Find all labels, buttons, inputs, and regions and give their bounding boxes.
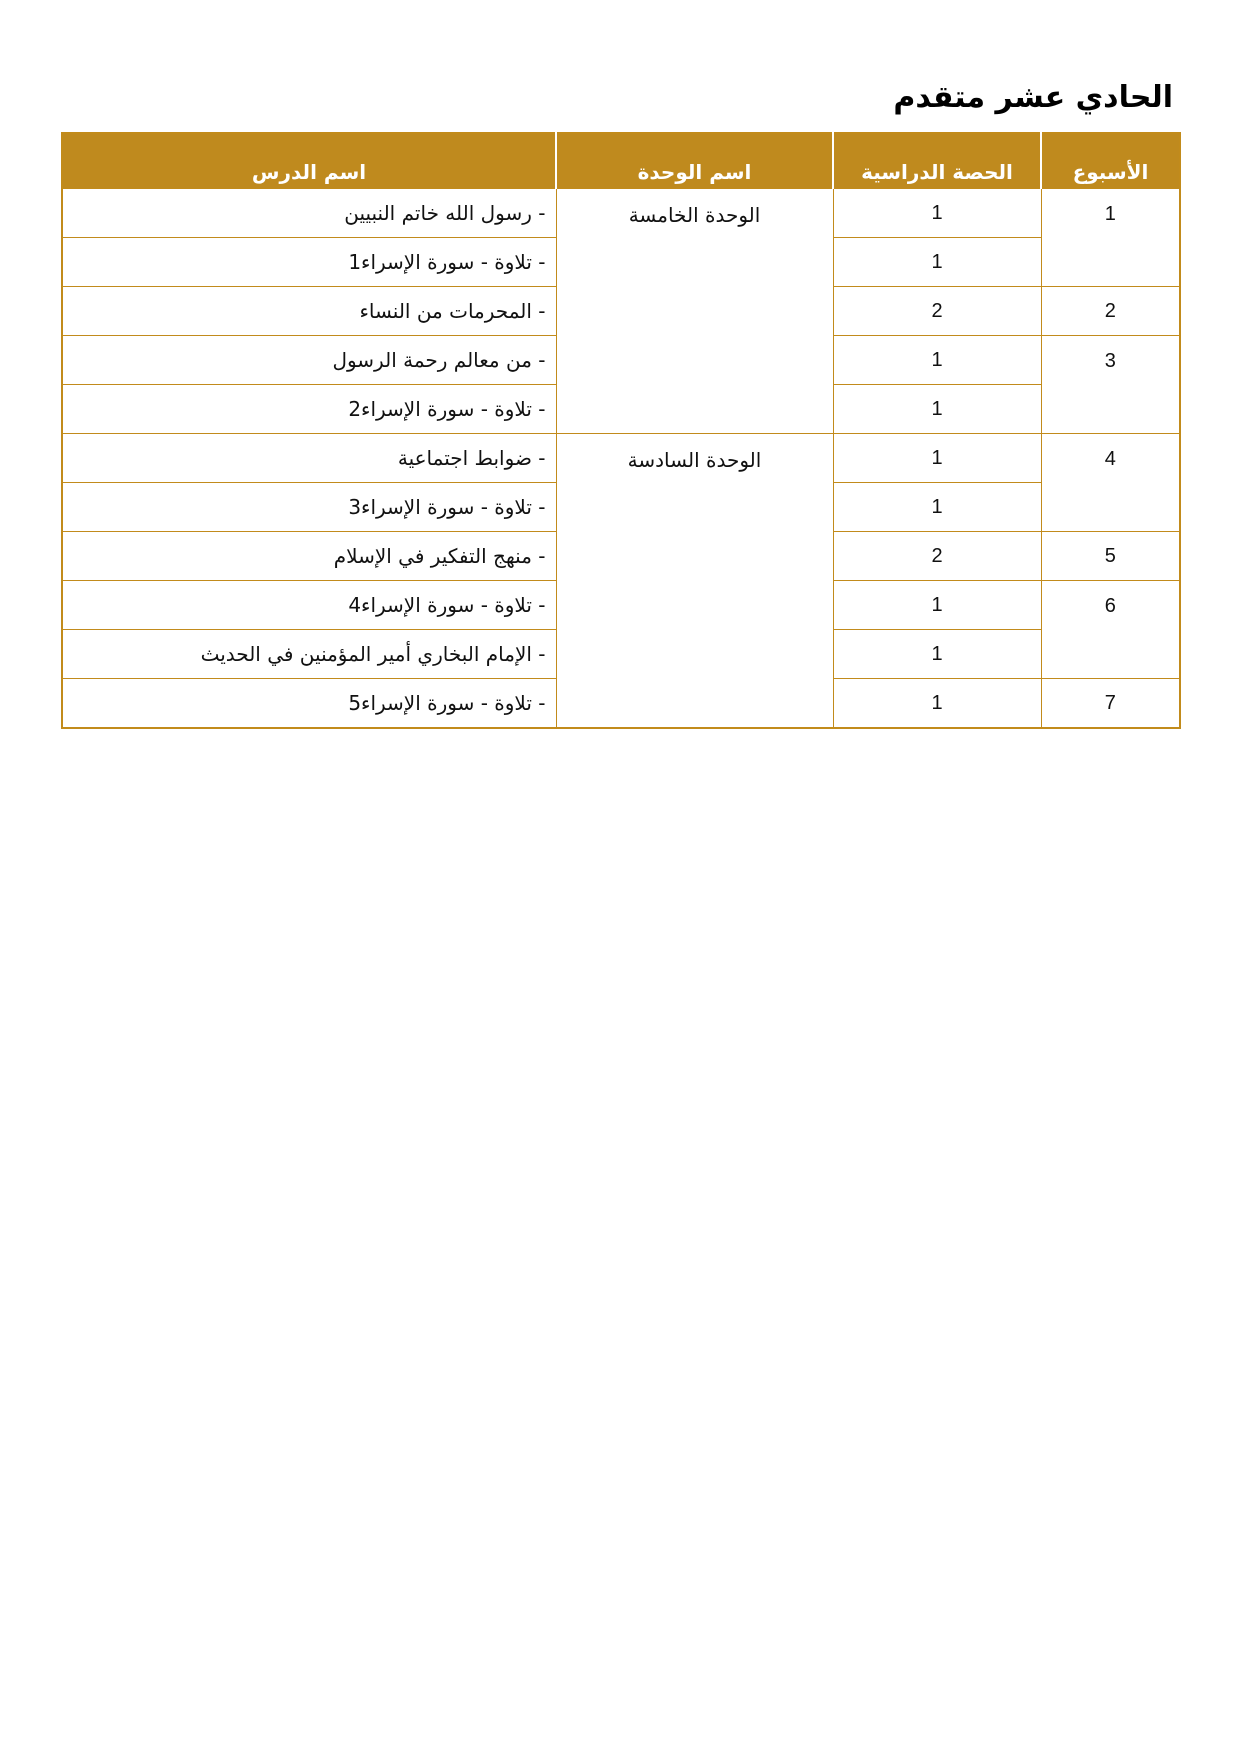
week-cell: 1 xyxy=(1041,189,1180,287)
week-cell: 3 xyxy=(1041,336,1180,434)
period-cell: 1 xyxy=(833,238,1041,287)
table-header-row xyxy=(62,133,1180,189)
lesson-cell: - تلاوة - سورة الإسراء3 xyxy=(62,483,556,532)
lesson-cell: - تلاوة - سورة الإسراء5 xyxy=(62,679,556,729)
period-cell: 1 xyxy=(833,630,1041,679)
unit-cell: الوحدة السادسة xyxy=(556,434,833,729)
period-cell: 1 xyxy=(833,483,1041,532)
week-cell: 2 xyxy=(1041,287,1180,336)
header-lesson: اسم الدرس xyxy=(62,133,556,189)
period-cell: 1 xyxy=(833,679,1041,729)
header-week: الأسبوع xyxy=(1041,133,1180,189)
table-row xyxy=(62,189,1180,238)
week-cell: 6 xyxy=(1041,581,1180,679)
table-row xyxy=(62,434,1180,483)
lesson-cell: - الإمام البخاري أمير المؤمنين في الحديث xyxy=(62,630,556,679)
week-cell: 5 xyxy=(1041,532,1180,581)
period-cell: 1 xyxy=(833,385,1041,434)
lesson-cell: - رسول الله خاتم النبيين xyxy=(62,189,556,238)
week-cell: 4 xyxy=(1041,434,1180,532)
period-cell: 1 xyxy=(833,189,1041,238)
lesson-cell: - تلاوة - سورة الإسراء2 xyxy=(62,385,556,434)
period-cell: 1 xyxy=(833,581,1041,630)
lesson-cell: - من معالم رحمة الرسول xyxy=(62,336,556,385)
lesson-cell: - تلاوة - سورة الإسراء1 xyxy=(62,238,556,287)
period-cell: 2 xyxy=(833,532,1041,581)
lesson-cell: - تلاوة - سورة الإسراء4 xyxy=(62,581,556,630)
period-cell: 1 xyxy=(833,336,1041,385)
week-cell: 7 xyxy=(1041,679,1180,729)
lesson-cell: - ضوابط اجتماعية xyxy=(62,434,556,483)
unit-cell: الوحدة الخامسة xyxy=(556,189,833,434)
period-cell: 2 xyxy=(833,287,1041,336)
lesson-cell: - المحرمات من النساء xyxy=(62,287,556,336)
period-cell: 1 xyxy=(833,434,1041,483)
lesson-plan-table xyxy=(61,132,1181,729)
lesson-cell: - منهج التفكير في الإسلام xyxy=(62,532,556,581)
header-unit: اسم الوحدة xyxy=(556,133,833,189)
header-period: الحصة الدراسية xyxy=(833,133,1041,189)
page-title: الحادي عشر متقدم xyxy=(893,80,1173,115)
